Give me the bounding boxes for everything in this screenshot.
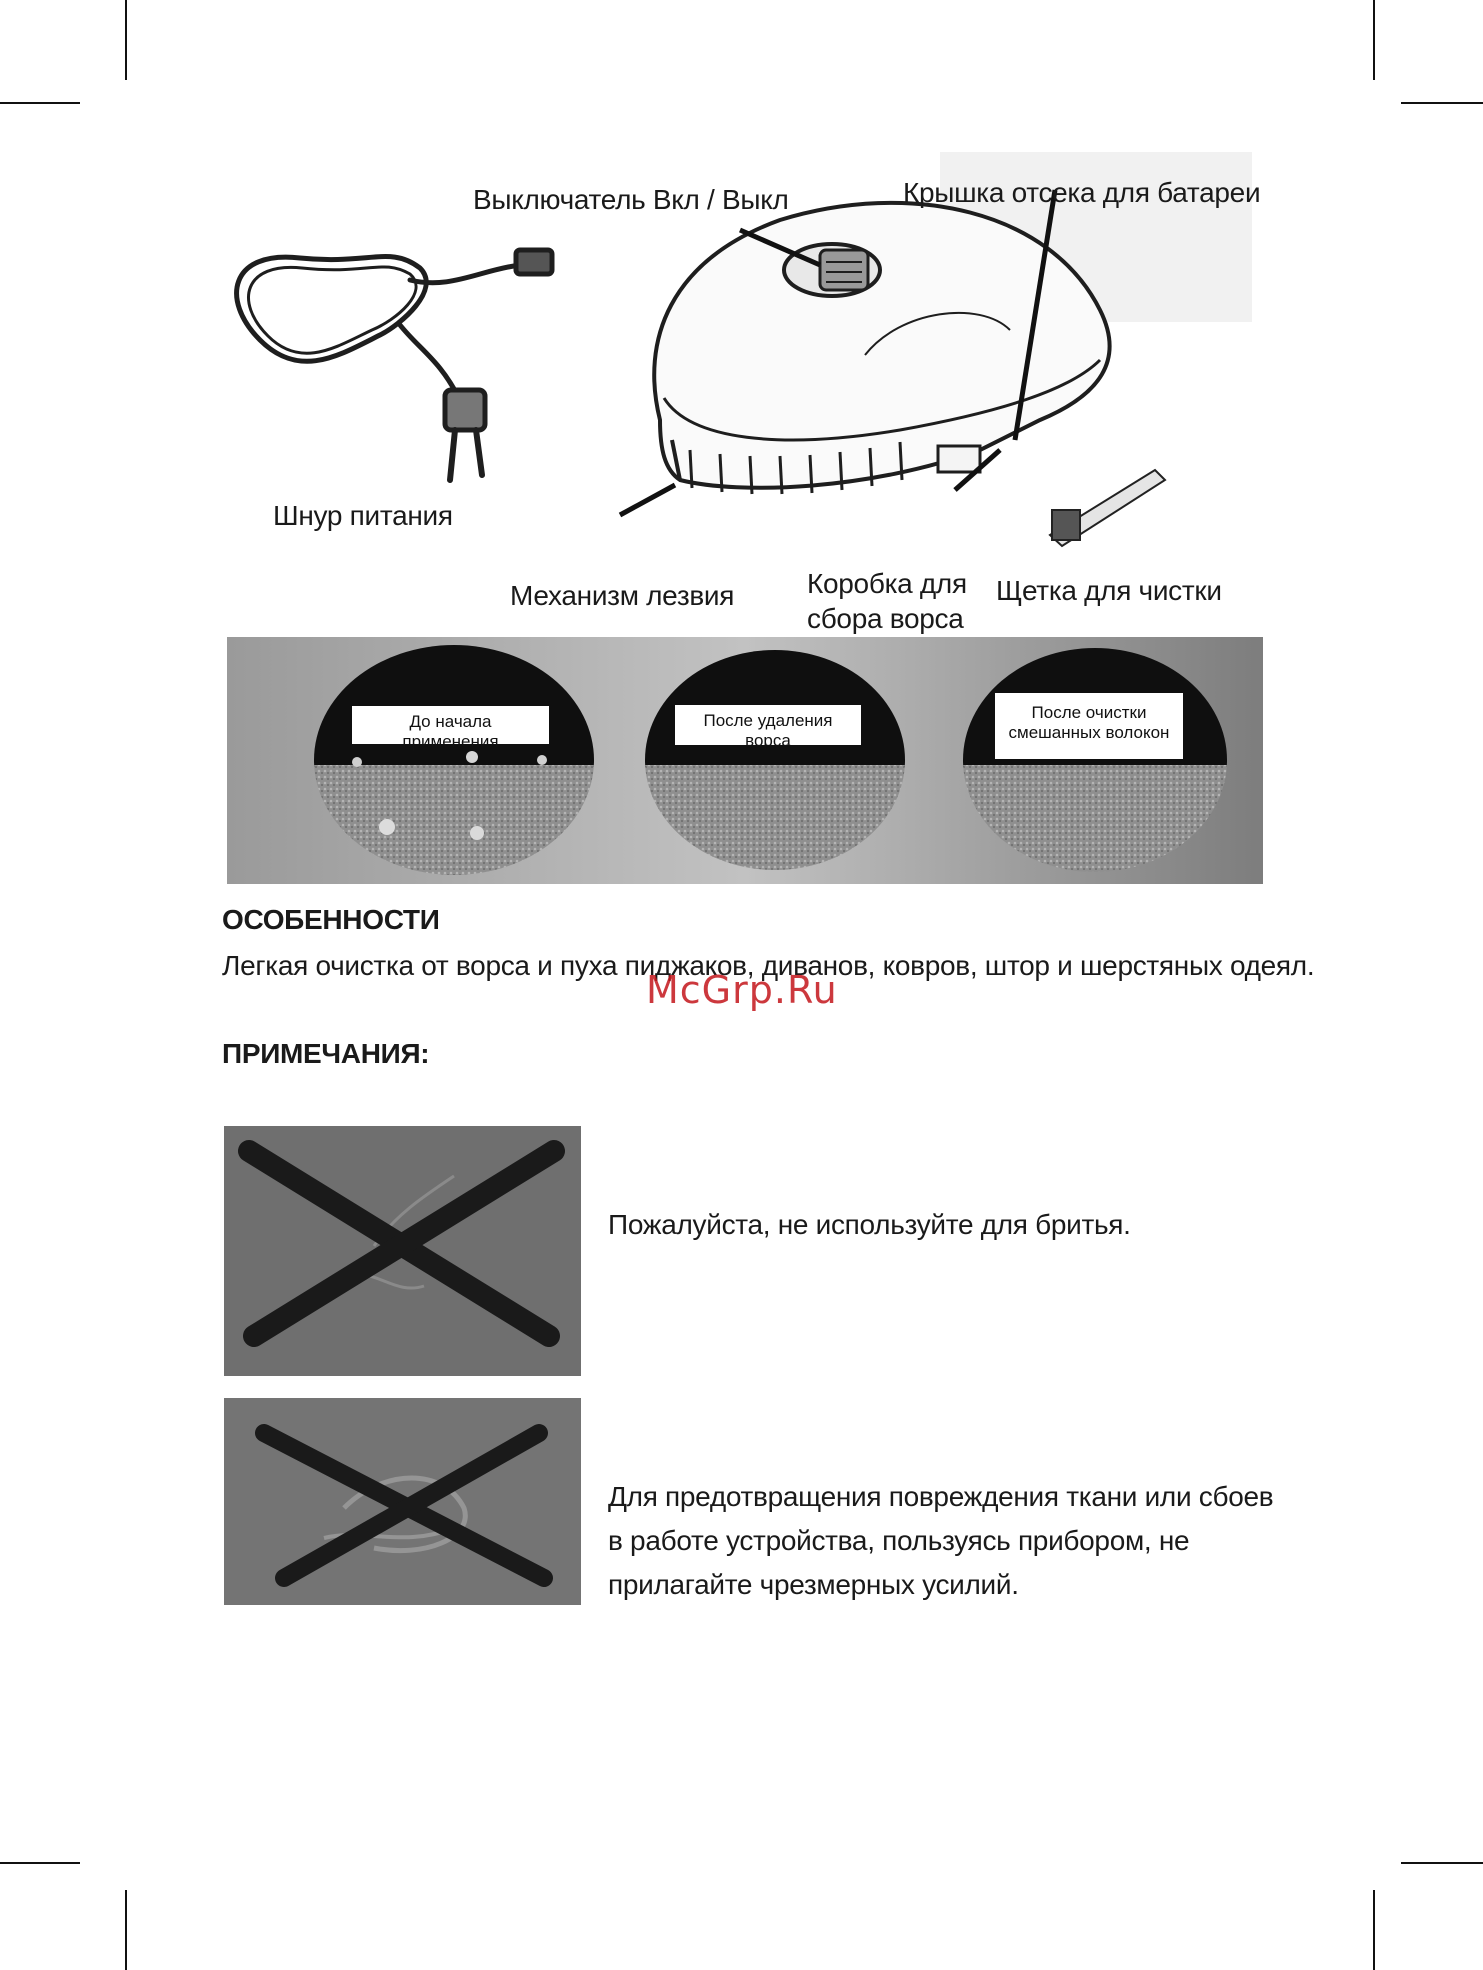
crop-mark [1373, 0, 1375, 80]
power-cord-drawing [237, 250, 552, 480]
note-force-line2: в работе устройства, пользуясь прибором, не [608, 1525, 1190, 1556]
lint-box-label-line2: сбора ворса [807, 603, 964, 634]
lint-remover-illustration [220, 150, 1260, 640]
comparison-circles [227, 637, 1263, 884]
after-mixed-fiber-line1: После очистки [1031, 703, 1147, 722]
no-excessive-force-image [224, 1398, 581, 1605]
power-cord-label: Шнур питания [273, 500, 453, 531]
crop-mark [125, 1890, 127, 1970]
note-no-excessive-force [608, 1475, 1273, 1607]
crop-mark [0, 1862, 80, 1864]
crop-mark [125, 0, 127, 80]
features-text: Легкая очистка от ворса и пуха пиджаков, диванов, ковров, штор и шерстяных одеял. [222, 950, 1315, 981]
after-mixed-fiber-line2: смешанных волокон [1008, 723, 1170, 742]
after-lint-removal-label: После удаления ворса [675, 705, 861, 745]
product-diagram [220, 150, 1260, 640]
crop-mark [1373, 1890, 1375, 1970]
cleaning-brush-drawing [1050, 470, 1165, 546]
watermark: McGrp.Ru [646, 968, 838, 1012]
crop-mark [0, 102, 80, 104]
battery-cover-label: Крышка отсека для батареи [903, 177, 1261, 208]
prohibited-cross-icon-2 [224, 1398, 581, 1605]
features-heading: ОСОБЕННОСТИ [222, 904, 440, 935]
blade-label: Механизм лезвия [510, 580, 735, 611]
no-shaving-image [224, 1126, 581, 1376]
prohibited-cross-icon [224, 1126, 581, 1376]
fabric-comparison-photo [227, 637, 1263, 884]
notes-heading: ПРИМЕЧАНИЯ: [222, 1038, 430, 1069]
before-use-label: До начала применения [352, 706, 549, 744]
note-force-line3: прилагайте чрезмерных усилий. [608, 1569, 1019, 1600]
lint-box-label-line1: Коробка для [807, 568, 967, 599]
crop-mark [1401, 1862, 1483, 1864]
crop-mark [1401, 102, 1483, 104]
device-body-drawing [654, 203, 1109, 494]
after-mixed-fiber-cleaning-label [995, 693, 1183, 759]
brush-label: Щетка для чистки [996, 575, 1222, 606]
switch-label: Выключатель Вкл / Выкл [473, 184, 789, 215]
note-force-line1: Для предотвращения повреждения ткани или сбоев [608, 1481, 1274, 1512]
note-no-shaving: Пожалуйста, не используйте для бритья. [608, 1209, 1131, 1240]
